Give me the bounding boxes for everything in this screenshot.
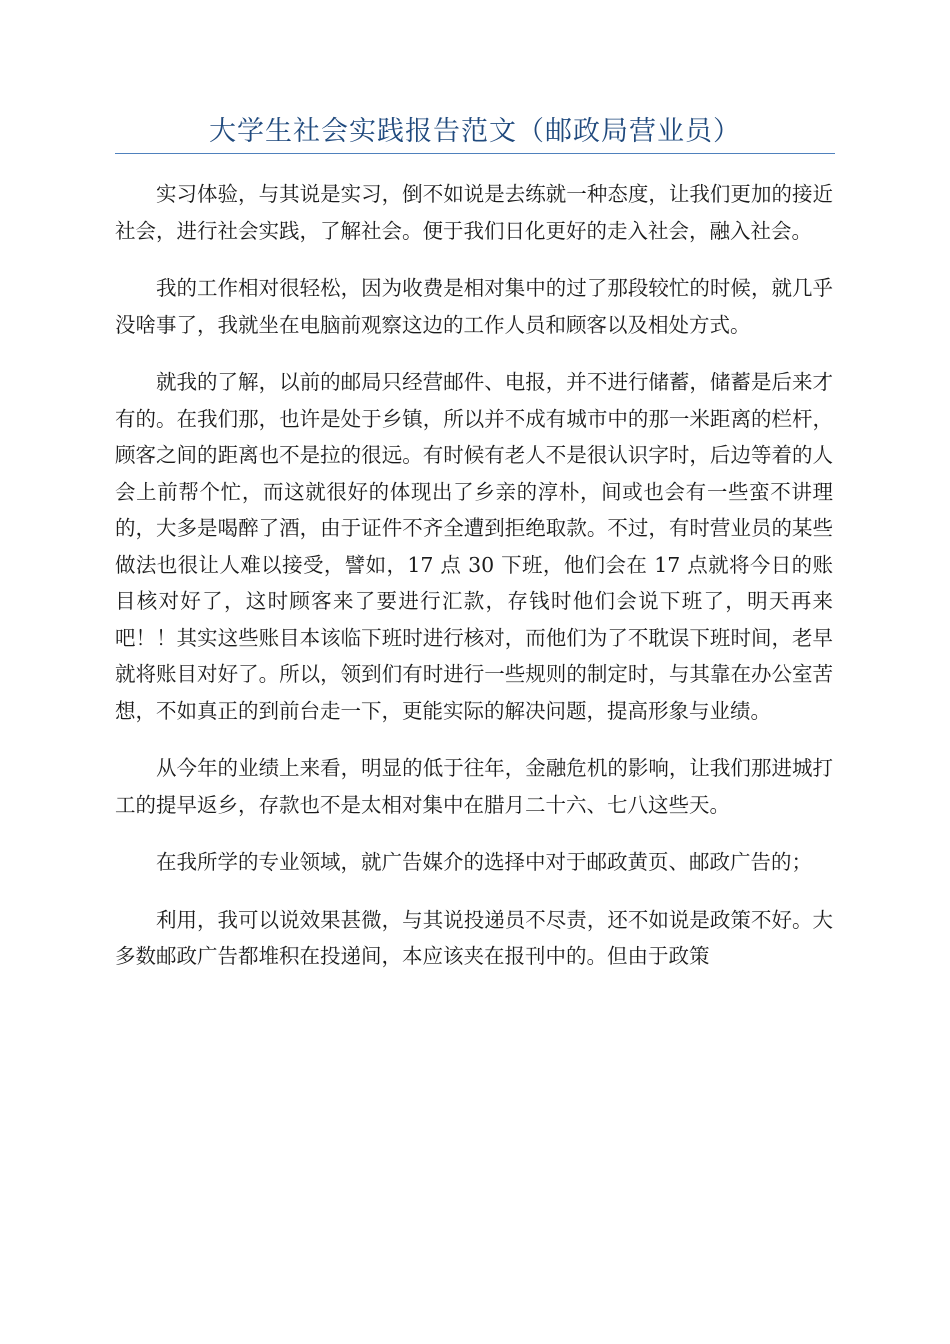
paragraph-5: 在我所学的专业领域，就广告媒介的选择中对于邮政黄页、邮政广告的； <box>156 850 812 874</box>
paragraph-4: 从今年的业绩上来看，明显的低于往年，金融危机的影响，让我们那进城打工的提早返乡，存款也不是太相对集中在腊月二十六、七八这些天。 <box>115 756 833 817</box>
paragraph-2: 我的工作相对很轻松，因为收费是相对集中的过了那段较忙的时候，就几乎没啥事了，我就坐在电脑前观察这边的工作人员和顾客以及相处方式。 <box>115 276 833 337</box>
title-underline <box>115 153 835 154</box>
paragraph-6: 利用，我可以说效果甚微，与其说投递员不尽责，还不如说是政策不好。大多数邮政广告都堆积在投递间，本应该夹在报刊中的。但由于政策 <box>115 907 833 968</box>
paragraph-1: 实习体验，与其说是实习，倒不如说是去练就一种态度，让我们更加的接近社会，进行社会实践，了解社会。便于我们日化更好的走入社会，融入社会。 <box>115 182 833 243</box>
paragraph-3: 就我的了解，以前的邮局只经营邮件、电报，并不进行储蓄，储蓄是后来才有的。在我们那，也许是处于乡镇，所以并不成有城市中的那一米距离的栏杆，顾客之间的距离也不是拉的很远。有时候有老人不是很认识字时，后边等着的人会上前帮个忙，而这就很好的体现出了乡亲的淳朴，间或也会有一些蛮不讲理的，大多是喝醉了酒，由于证件不齐全遭到拒绝取款。不过，有时营业员的某些做法也很让人难以接受，譬如，17 点 30 下班，他们会在 17 点就将今日的账目核对好了，这时顾客来了要进行汇款，存钱时他们会说下班了，明天再来吧！！其实这些账目本该临下班时进行核对，而他们为了不耽误下班时间，老早就将账目对好了。所以，领到们有时进行一些规则的制定时，与其靠在办公室苦想，不如真正的到前台走一下，更能实际的解决问题，提高形象与业绩。 <box>115 370 833 723</box>
document-title: 大学生社会实践报告范文（邮政局营业员） <box>209 116 741 147</box>
document-body <box>115 176 833 996</box>
